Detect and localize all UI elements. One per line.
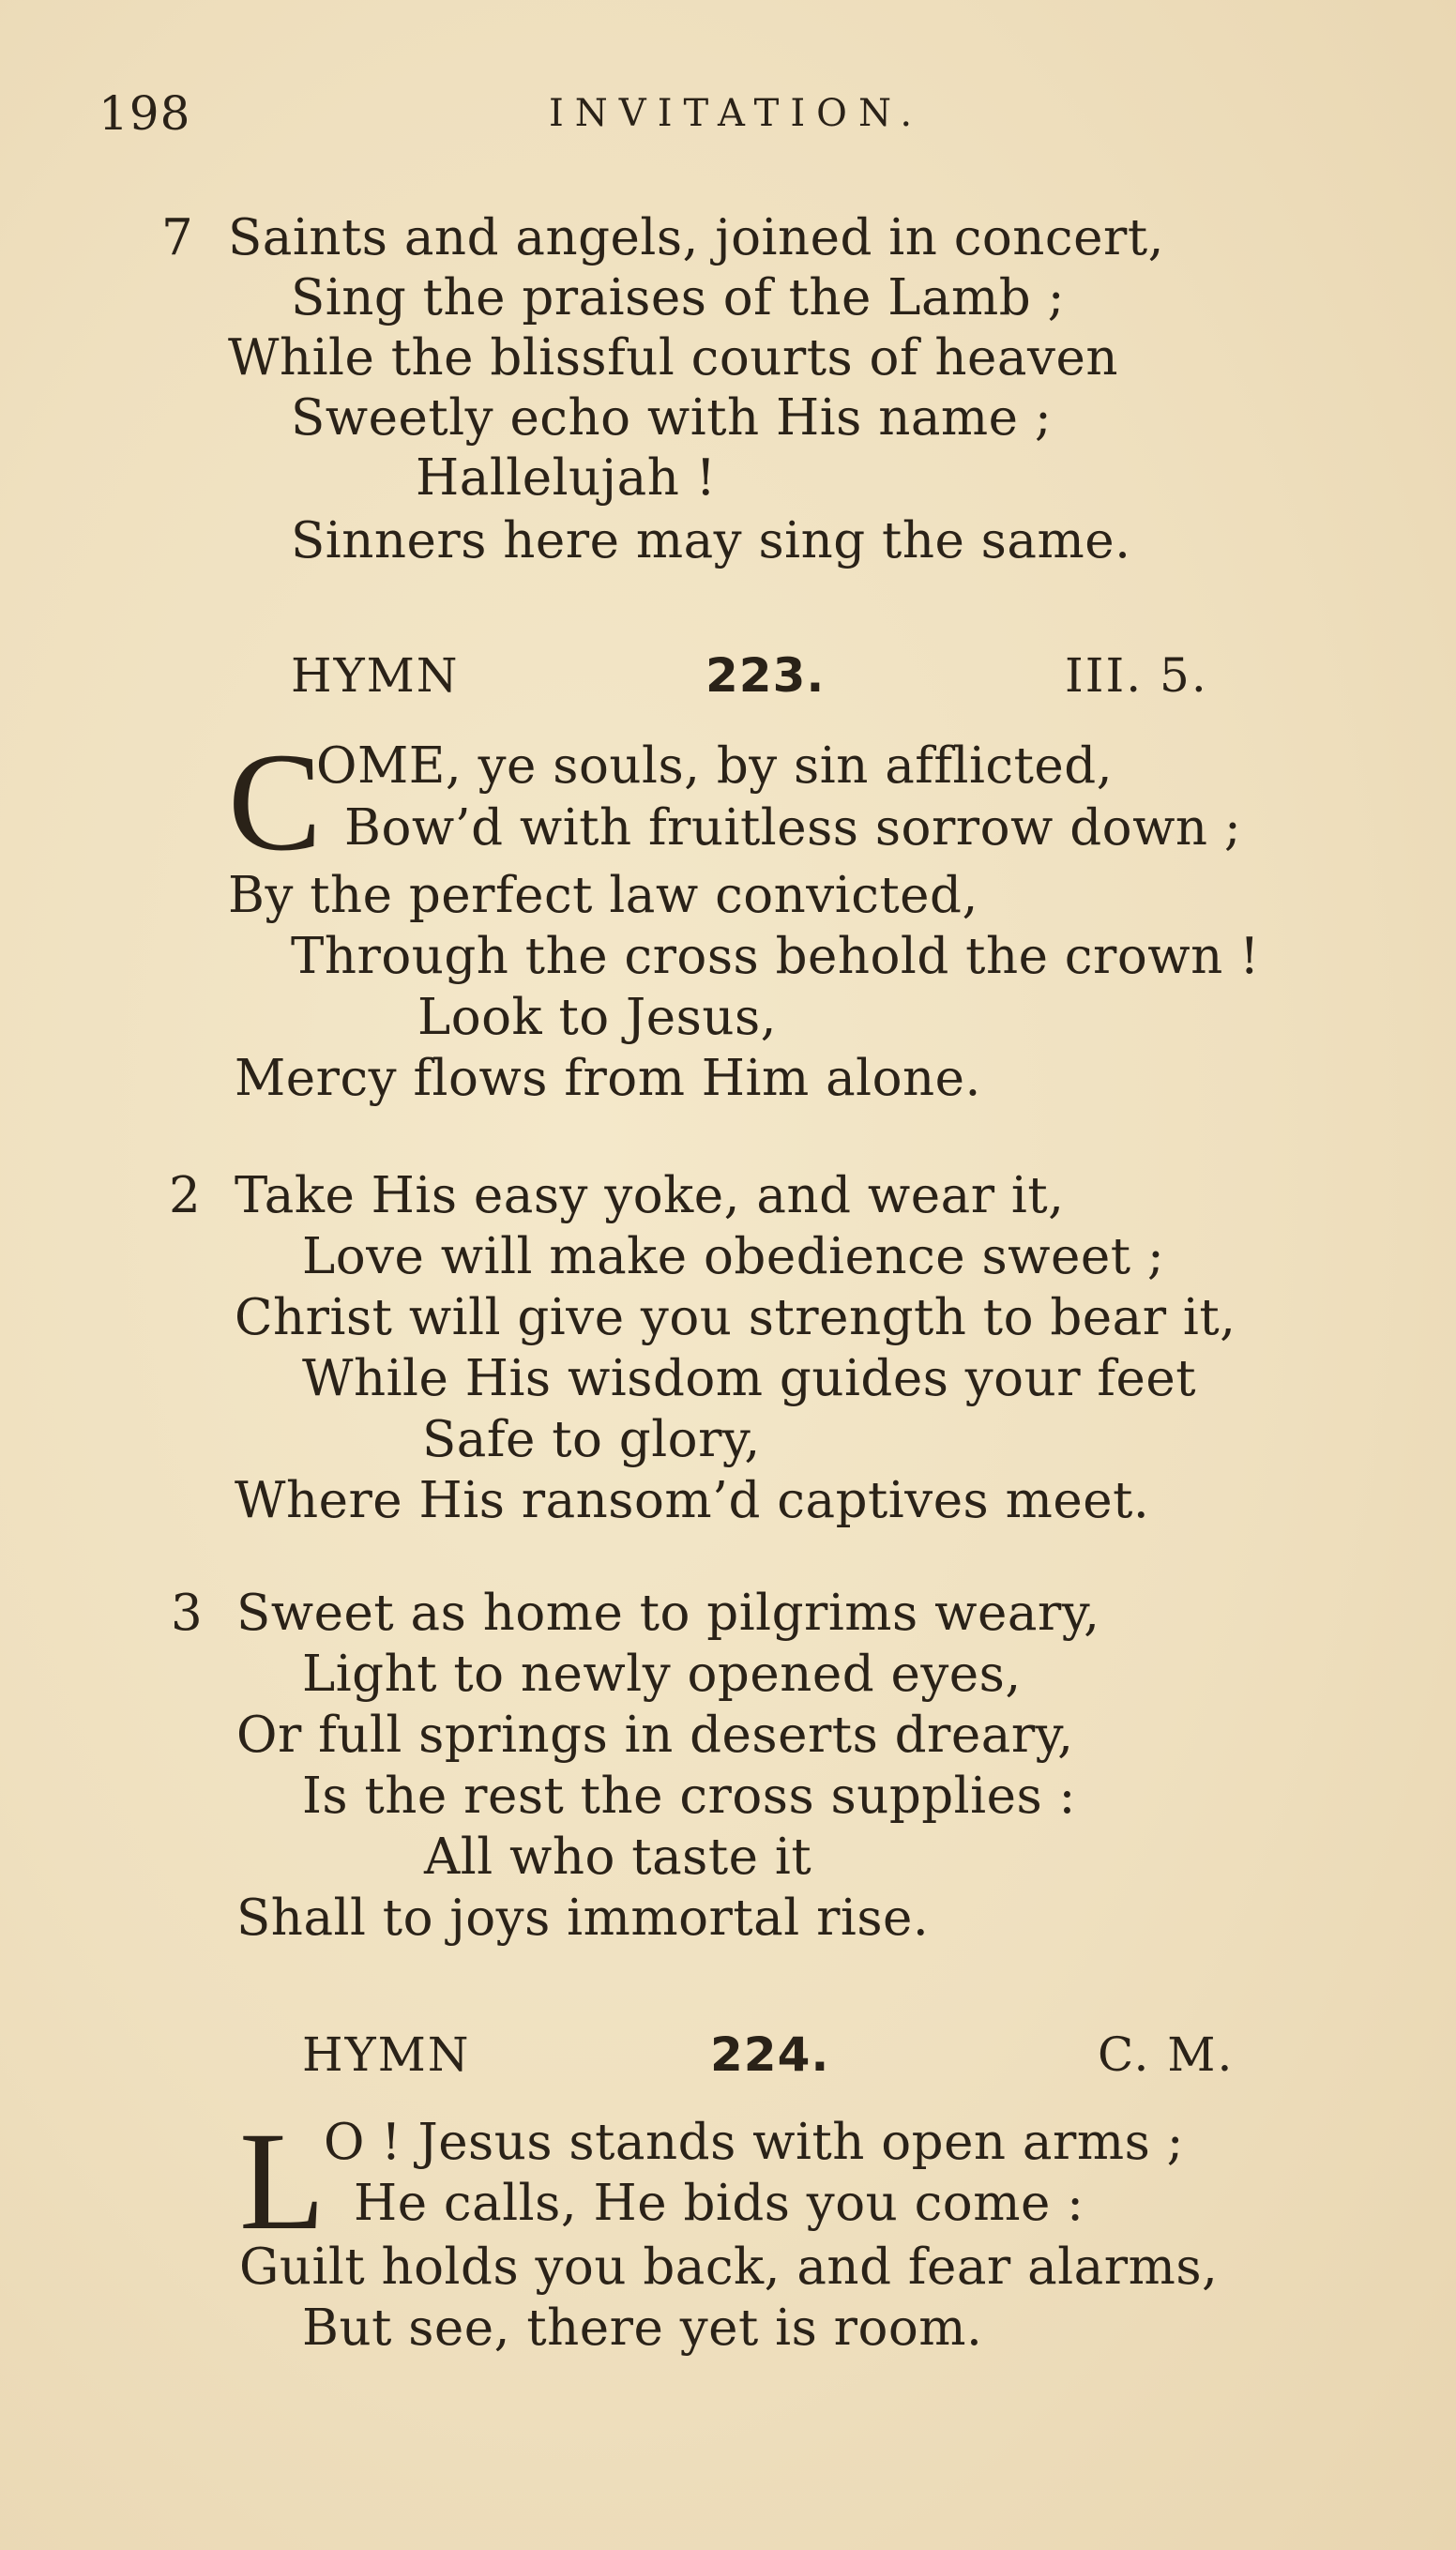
verse-line: Christ will give you strength to bear it,	[235, 1289, 1236, 1346]
verse-line: Light to newly opened eyes,	[302, 1646, 1022, 1703]
verse-line: Sweet as home to pilgrims weary,	[236, 1585, 1100, 1642]
stanza-number: 3	[171, 1585, 203, 1642]
drop-cap: L	[239, 2103, 326, 2259]
verse-line: Bow’d with fruitless sorrow down ;	[344, 799, 1242, 857]
verse-line: Sweetly echo with His name ;	[291, 389, 1053, 447]
hymn-label: HYMN	[302, 2027, 471, 2082]
verse-line: Is the rest the cross supplies :	[302, 1768, 1076, 1825]
verse-line: But see, there yet is room.	[302, 2300, 983, 2357]
drop-cap: C	[228, 724, 323, 880]
verse-line: All who taste it	[424, 1829, 812, 1886]
verse-line: While His wisdom guides your feet	[302, 1350, 1197, 1407]
verse-line: Through the cross behold the crown !	[291, 928, 1260, 985]
verse-line: Sing the praises of the Lamb ;	[291, 269, 1065, 326]
hymn-meter: III. 5.	[1065, 648, 1208, 703]
verse-line: He calls, He bids you come :	[354, 2175, 1084, 2232]
verse-line: OME, ye souls, by sin afflicted,	[316, 737, 1114, 795]
verse-line: Shall to joys immortal rise.	[236, 1890, 930, 1947]
verse-line: Mercy flows from Him alone.	[235, 1050, 981, 1107]
verse-line: Saints and angels, joined in concert,	[228, 209, 1164, 266]
running-title: INVITATION.	[549, 92, 924, 135]
verse-line: Sinners here may sing the same.	[291, 512, 1131, 569]
verse-line: Guilt holds you back, and fear alarms,	[239, 2239, 1219, 2296]
hymn-number: 223.	[705, 648, 826, 703]
stanza-number: 7	[161, 209, 193, 266]
verse-line: By the perfect law convicted,	[228, 867, 978, 924]
verse-line: Where His ransom’d captives meet.	[235, 1472, 1150, 1529]
stanza-number: 2	[169, 1167, 201, 1224]
hymn-meter: C. M.	[1098, 2027, 1235, 2082]
verse-line: Love will make obedience sweet ;	[302, 1228, 1165, 1285]
hymn-number: 224.	[710, 2027, 830, 2082]
verse-line: O ! Jesus stands with open arms ;	[324, 2114, 1185, 2171]
verse-line: While the blissful courts of heaven	[228, 329, 1118, 387]
verse-line: Look to Jesus,	[417, 989, 778, 1046]
verse-line: Hallelujah !	[416, 449, 717, 507]
verse-line: Safe to glory,	[422, 1411, 761, 1468]
page-number: 198	[99, 86, 191, 141]
hymn-label: HYMN	[291, 648, 460, 703]
verse-line: Or full springs in deserts dreary,	[236, 1707, 1074, 1764]
verse-line: Take His easy yoke, and wear it,	[235, 1167, 1065, 1224]
